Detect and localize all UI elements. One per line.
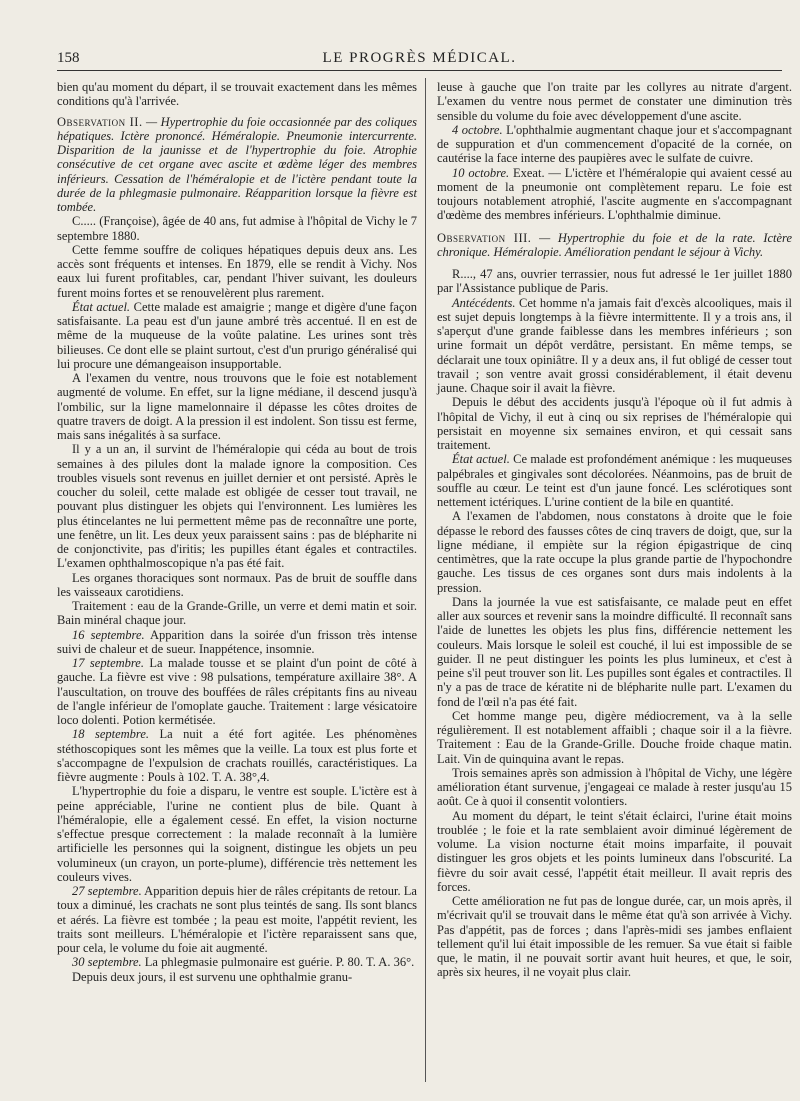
- paragraph: Il y a un an, il survint de l'héméralopie qui céda au bout de trois semaines à des pilules dont la malade ignore la composition. Ces troubles visuels sont revenus en juillet dernier et ont persisté. Après le coucher du soleil, cette malade est obligée de cesser tout travail, ne pouvant plus distinguer les objets qui l'environnent. Les lumières les plus étincelantes ne lui permettent même pas de reconnaître une porte, une fenêtre, un lit. Les deux yeux paraissent sains : pas de blépharite ni de conjonctivite, pas d'iritis; les pupilles étant égales et contractiles. L'examen ophthalmoscopique n'a pas été fait.: [57, 442, 417, 571]
- paragraph: [57, 727, 417, 784]
- right-column: [437, 80, 792, 980]
- paragraph-text: Ce malade est profondément anémique : les muqueuses palpébrales et gingivales sont décolorées. Néanmoins, pas de bruit de souffle au cœur. Le teint est d'un jaune foncé. Les sclérotiques sont nettement ictériques. L'urine contient de la bile en quantité.: [437, 452, 792, 509]
- paragraph: [57, 628, 417, 657]
- entry-date: 27 septembre.: [72, 884, 142, 898]
- paragraph-text: Apparition depuis hier de râles crépitants de retour. La toux a diminué, les crachats ne sont plus teintés de sang. Ils sont blancs et aérés. La fièvre est tombée ; la peau est moite, l'appétit revient, les traits sont meilleurs. L'héméralopie et l'ictère reparaissent sans que, pour cela, le volume du foie ait augmenté.: [57, 884, 417, 955]
- paragraph: bien qu'au moment du départ, il se trouvait exactement dans les mêmes conditions qu'à l'arrivée.: [57, 80, 417, 109]
- entry-date: 4 octobre.: [452, 122, 503, 137]
- observation-heading: [437, 231, 792, 260]
- paragraph: L'hypertrophie du foie a disparu, le ventre est souple. L'ictère est à peine appréciable, l'urine ne contient plus de bile. Quant à l'héméralopie, elle a également cessé. En effet, la vision nocturne s'effectue presque correctement : la malade reconnaît à la lumière artificielle les personnes qui la soignent, distingue les objets un peu volumineux (un crayon, un porte-plume), différencie très nettement les couleurs vives.: [57, 784, 417, 884]
- paragraph-text: Exeat. — L'ictère et l'héméralopie qui avaient cessé au moment de la pneumonie ont complètement reparu. Le foie est toujours notablement atrophié, l'ascite augmente en s'accompagnant d'œdème des membres inférieurs. L'ophthalmie diminue.: [437, 165, 792, 223]
- observation-label: Observation II.: [57, 114, 143, 129]
- observation-title: — Hypertrophie du foie et de la rate. Ictère chronique. Héméralopie. Amélioration pendant le séjour à Vichy.: [437, 230, 793, 259]
- page-header: [57, 50, 782, 71]
- paragraph: Depuis deux jours, il est survenu une ophthalmie granu-: [72, 969, 353, 984]
- running-title: LE PROGRÈS MÉDICAL.: [322, 50, 517, 66]
- paragraph: [437, 123, 792, 166]
- paragraph: A l'examen du ventre, nous trouvons que le foie est notablement augmenté de volume. En effet, sur la ligne médiane, il descend jusqu'à l'ombilic, sur la ligne mamelonnaire il dépasse les côtes droites de quatre travers de doigt. A la pression il est indolent. Son tissu est ferme, mais sans inégalités à sa surface.: [57, 371, 417, 442]
- section-lead: État actuel.: [452, 452, 510, 467]
- paragraph-text: La nuit a été fort agitée. Les phénomènes stéthoscopiques sont les mêmes que la veille. La toux est plus forte et s'accompagne de l'expulsion de crachats rouillés, caractéristiques. La fièvre augmente : Pouls à 102. T. A. 38°,4.: [57, 727, 417, 784]
- page-number: 158: [57, 50, 80, 66]
- paragraph: [437, 296, 792, 396]
- paragraph: Cette femme souffre de coliques hépatiques depuis deux ans. Les accès sont fréquents et intenses. En 1879, elle se rendit à Vichy. Nos eaux lui furent profitables, car, pendant l'hiver suivant, les douleurs furent moins fortes et se renouvelèrent plus rarement.: [57, 242, 417, 300]
- section-lead: État actuel.: [72, 299, 131, 314]
- paragraph: Traitement : eau de la Grande-Grille, un verre et demi matin et soir. Bain minéral chaque jour.: [57, 599, 417, 628]
- paragraph: [437, 166, 792, 223]
- paragraph: Les organes thoraciques sont normaux. Pas de bruit de souffle dans les vaisseaux carotidiens.: [57, 570, 417, 599]
- left-column: [57, 80, 417, 984]
- paragraph-text: Apparition dans la soirée d'un frisson très intense suivi de chaleur et de sueur. Inappétence, insomnie.: [57, 627, 417, 656]
- observation-title: — Hypertrophie du foie occasionnée par des coliques hépatiques. Ictère prononcé. Héméralopie. Pneumonie intercurrente. Disparition de la jaunisse et de l'hypertrophie du foie. Atrophie consécutive de cet organe avec ascite et œdème léger des membres inférieurs. Cessation de l'héméralopie et de l'ictère pendant toute la durée de la phlegmasie pulmonaire. Réapparition lorsque la fièvre est tombée.: [57, 114, 417, 214]
- paragraph-text: Cette malade est amaigrie ; mange et digère d'une façon satisfaisante. La peau est d'un jaune ambré très accentué. Il en est de même de la muqueuse de la voûte palatine. Les urines sont très bilieuses. Ce dont elle se plaint surtout, c'est d'un prurigo généralisé qui lui procure une démangeaison insupportable.: [57, 299, 418, 371]
- paragraph: Trois semaines après son admission à l'hôpital de Vichy, une légère amélioration étant survenue, j'engageai ce malade à rester jusqu'au 15 août. Ce à quoi il consentit volontiers.: [437, 765, 792, 809]
- entry-date: 10 octobre.: [452, 165, 510, 180]
- paragraph-text: La malade tousse et se plaint d'un point de côté à gauche. La fièvre est vive : 98 pulsations, température axillaire 38°. A l'auscultation, on trouve des bouffées de râles crépitants fins au niveau de l'angle inférieur de l'omoplate gauche. Traitement : large vésicatoire loco dolenti. Potion kermétisée.: [57, 656, 417, 727]
- paragraph-text: Cet homme n'a jamais fait d'excès alcooliques, mais il est sujet depuis longtemps à la fièvre intermittente. Il y a trois ans, il s'aperçut d'une grande faiblesse dans les membres inférieurs ; son urine formait un dépôt verdâtre, persistant. En même temps, se déclarait une toux opiniâtre. Il y a deux ans, il fut obligé de cesser tout travail ; son ventre avait grossi considérablement, il était devenu jaune. Chaque soir il avait la fièvre.: [437, 295, 792, 395]
- observation-heading: [57, 115, 417, 215]
- paragraph: Dans la journée la vue est satisfaisante, ce malade peut en effet aller aux sources et revenir sans la moindre difficulté. Il reconnaît sans l'aide de lunettes les objets les plus fins, différencie nettement les couleurs. Mais lorsque le soleil est couché, il lui est impossible de se guider. Il ne peut distinguer les points les plus lumineux, et c'est à peine s'il peut trouver son lit. Les pupilles sont égales et contractiles. Il n'y a pas de trace de kératite ni de blépharite nulle part. L'examen du fond de l'œil n'a pas été fait.: [437, 594, 792, 709]
- entry-date: 30 septembre.: [72, 955, 142, 970]
- paragraph: R...., 47 ans, ouvrier terrassier, nous fut adressé le 1er juillet 1880 par l'Assistance publique de Paris.: [437, 267, 792, 296]
- paragraph: [57, 656, 417, 727]
- observation-label: Observation III.: [437, 230, 532, 245]
- paragraph: [57, 884, 417, 955]
- entry-date: 17 septembre.: [72, 656, 144, 670]
- paragraph: A l'examen de l'abdomen, nous constatons à droite que le foie dépasse le rebord des fausses côtes de cinq travers de doigt, que, sur la ligne médiane, il empiète sur la région épigastrique de cinq centimètres, que la rate occupe la plus grande partie de l'hypochondre gauche. Les tissus de ces organes sont durs mais indolents à la pression.: [437, 509, 792, 595]
- entry-date: 18 septembre.: [72, 727, 149, 742]
- paragraph: Cet homme mange peu, digère médiocrement, va à la selle régulièrement. Il est notablement affaibli ; chaque soir il a la fièvre. Traitement : Eau de la Grande-Grille. Douche froide chaque matin. Lait. Vin de quinquina avant le repas.: [437, 708, 792, 766]
- paragraph: Depuis le début des accidents jusqu'à l'époque où il fut admis à l'hôpital de Vichy, il eut à cinq ou six reprises de l'héméralopie qui persistait en moyenne six semaines environ, et qui cessait sans traitement.: [437, 395, 792, 452]
- paragraph: [57, 955, 417, 969]
- paragraph: leuse à gauche que l'on traite par les collyres au nitrate d'argent. L'examen du ventre nous permet de constater une diminution très sensible du volume du foie avec développement d'une ascite.: [437, 80, 792, 123]
- paragraph: [57, 300, 417, 371]
- column-divider: [425, 78, 426, 1082]
- paragraph: [437, 452, 792, 509]
- paragraph-text: L'ophthalmie augmentant chaque jour et s'accompagnant de suppuration et d'un commencement d'opacité de la cornée, on cautérise la face interne des paupières avec le sulfate de cuivre.: [437, 122, 792, 166]
- paragraph: Au moment du départ, le teint s'était éclairci, l'urine était moins troublée ; le foie et la rate semblaient avoir diminué légèrement de volume. La vision nocturne était moins imparfaite, il pouvait distinguer les gros objets et les points lumineux dans l'obscurité. La fièvre du soir avait cessé, l'appétit était meilleur. Il avait repris des forces.: [437, 808, 792, 894]
- section-lead: Antécédents.: [452, 295, 516, 310]
- entry-date: 16 septembre.: [72, 627, 145, 642]
- paragraph-text: La phlegmasie pulmonaire est guérie. P. 80. T. A. 36°.: [141, 955, 415, 970]
- paragraph: Cette amélioration ne fut pas de longue durée, car, un mois après, il m'écrivait qu'il se trouvait dans le même état qu'à son arrivée à Vichy. Pas d'appétit, pas de forces ; dans l'après-midi ses jambes enflaient tellement qu'il lui était impossible de les remuer. Sa vue était si faible que, le matin, il ne pouvait sortir avant huit heures, et que, le soir, après six heures, il ne voyait plus clair.: [437, 894, 792, 980]
- paragraph: C..... (Françoise), âgée de 40 ans, fut admise à l'hôpital de Vichy le 7 septembre 1880.: [57, 214, 417, 243]
